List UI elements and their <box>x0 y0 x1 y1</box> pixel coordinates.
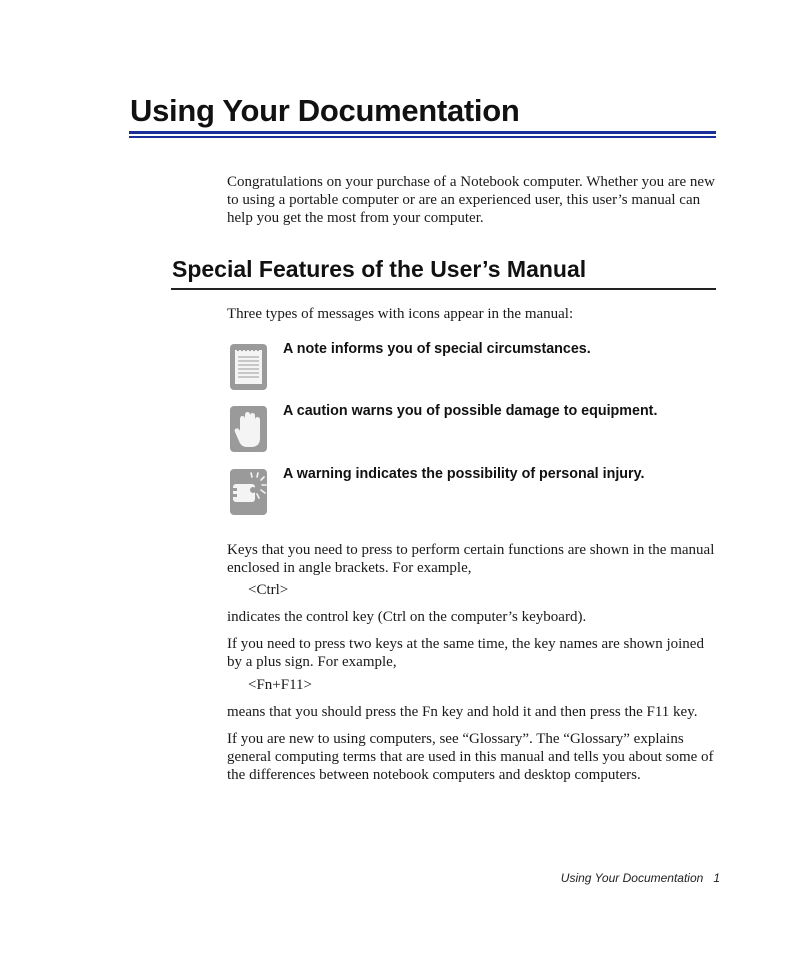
warning-message: A warning indicates the possibility of personal injury. <box>283 466 645 482</box>
keys-paragraph: Keys that you need to press to perform certain functions are shown in the manual enclosed in angle brackets. For example, <box>227 542 715 576</box>
note-icon <box>229 343 269 391</box>
page-footer <box>561 871 720 885</box>
page-title: Using Your Documentation <box>130 93 520 128</box>
note-message: A note informs you of special circumstances. <box>283 341 591 357</box>
section-rule <box>171 288 716 290</box>
title-rule-top <box>129 131 716 134</box>
page-number: 1 <box>713 871 720 885</box>
warning-injury-icon <box>229 468 269 516</box>
key-explain-ctrl: indicates the control key (Ctrl on the computer’s keyboard). <box>227 609 587 625</box>
section-heading: Special Features of the User’s Manual <box>172 256 587 282</box>
key-example-ctrl: <Ctrl> <box>248 582 289 598</box>
glossary-paragraph: If you are new to using computers, see “Glossary”. The “Glossary” explains general computing terms that are used in this manual and tells you about some of the differences between notebook computers and desktop computers. <box>227 731 714 783</box>
two-keys-paragraph: If you need to press two keys at the same time, the key names are shown joined by a plus sign. For example, <box>227 636 704 670</box>
caution-hand-icon <box>229 405 269 453</box>
caution-message: A caution warns you of possible damage to equipment. <box>283 403 658 419</box>
key-explain-fn-f11: means that you should press the Fn key and hold it and then press the F11 key. <box>227 704 698 720</box>
footer-title: Using Your Documentation <box>560 871 704 885</box>
section-intro: Three types of messages with icons appear in the manual: <box>227 306 574 322</box>
key-example-fn-f11: <Fn+F11> <box>248 677 313 693</box>
intro-paragraph: Congratulations on your purchase of a Notebook computer. Whether you are new to using a portable computer or are an experienced user, this user’s manual can help you get the most from your computer. <box>227 174 715 226</box>
title-rule-bottom <box>129 136 716 138</box>
